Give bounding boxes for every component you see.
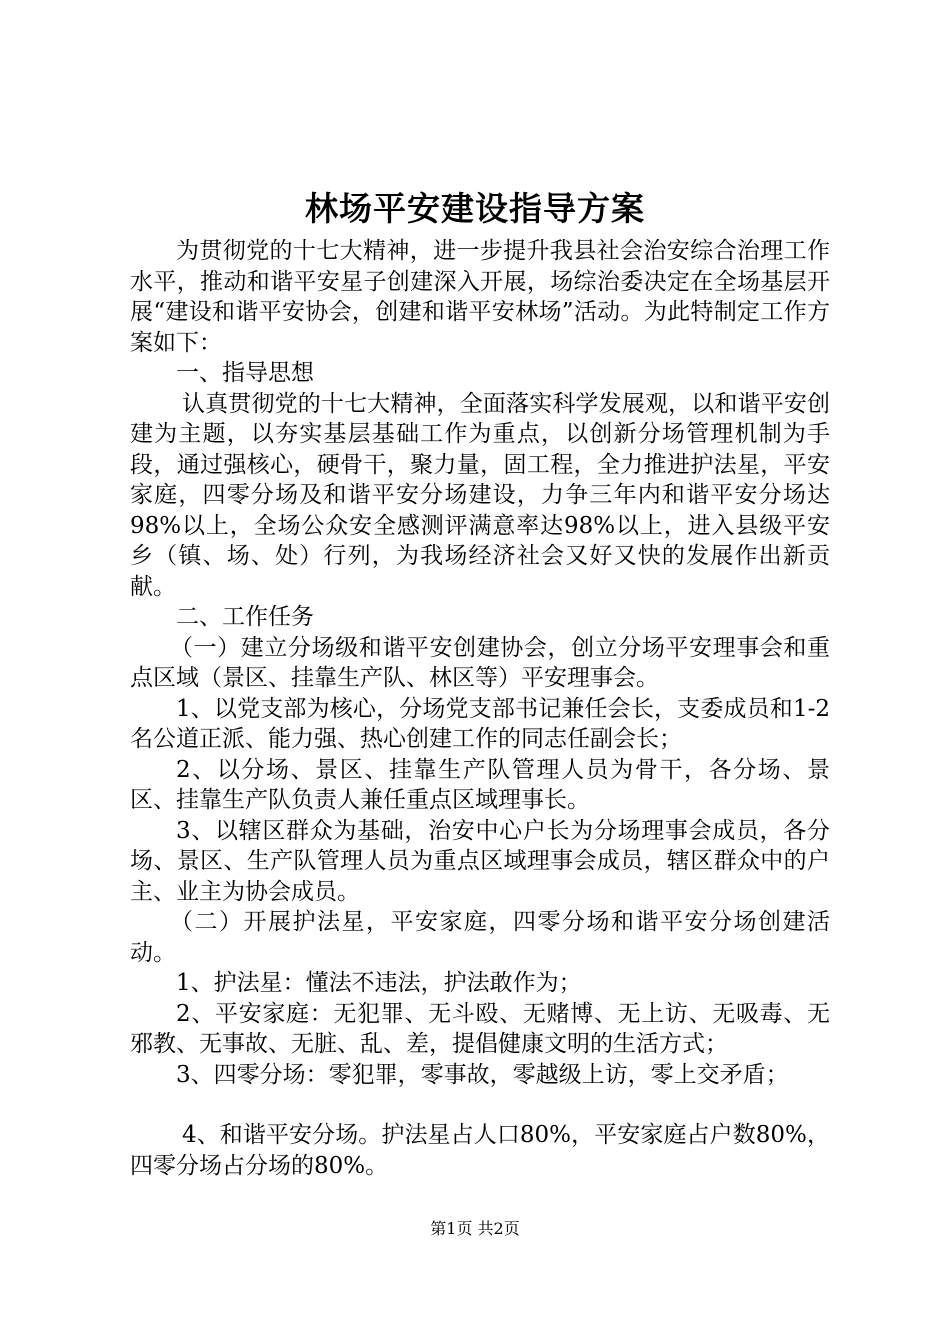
paragraph-gap bbox=[130, 1090, 830, 1120]
intro-paragraph: 为贯彻党的十七大精神，进一步提升我县社会治安综合治理工作水平，推动和谐平安星子创建深入开展，场综治委决定在全场基层开展“建设和谐平安协会，创建和谐平安林场”活动。为此特制定工作方案如下： bbox=[130, 238, 830, 356]
task-two-item-3: 3、四零分场：零犯罪，零事故，零越级上访，零上交矛盾； bbox=[176, 1061, 789, 1088]
task-two-item-4: 4、和谐平安分场。护法星占人口80%，平安家庭占户数80%，四零分场占分场的80%。 bbox=[130, 1122, 830, 1179]
section-heading-guiding-thought: 一、指导思想 bbox=[176, 360, 314, 386]
document-title: 林场平安建设指导方案 bbox=[305, 189, 645, 228]
task-one-item-2: 2、以分场、景区、挂靠生产队管理人员为骨干，各分场、景区、挂靠生产队负责人兼任重点区域理事长。 bbox=[130, 756, 830, 813]
page-footer: 第1页 共2页 bbox=[430, 1219, 520, 1238]
task-two-paragraph: （二）开展护法星，平安家庭，四零分场和谐平安分场创建活动。 bbox=[130, 909, 830, 966]
guiding-thought-paragraph: 认真贯彻党的十七大精神，全面落实科学发展观，以和谐平安创建为主题，以夯实基层基础工作为重点，以创新分场管理机制为手段，通过强核心，硬骨干，聚力量，固工程，全力推进护法星，平安家庭，四零分场及和谐平安分场建设，力争三年内和谐平安分场达98%以上，全场公众安全感测评满意率达98%以上，进入县级平安乡（镇、场、处）行列，为我场经济社会又好又快的发展作出新贡献。 bbox=[130, 390, 830, 600]
task-one-paragraph: （一）建立分场级和谐平安创建协会，创立分场平安理事会和重点区域（景区、挂靠生产队、林区等）平安理事会。 bbox=[130, 634, 830, 691]
task-two-item-2: 2、平安家庭：无犯罪、无斗殴、无赌博、无上访、无吸毒、无邪教、无事故、无脏、乱、差，提倡健康文明的生活方式； bbox=[130, 1000, 830, 1057]
task-one-item-1: 1、以党支部为核心，分场党支部书记兼任会长，支委成员和1-2名公道正派、能力强、热心创建工作的同志任副会长； bbox=[130, 695, 830, 752]
task-two-item-1: 1、护法星：懂法不违法，护法敢作为； bbox=[176, 970, 582, 996]
document-body bbox=[130, 236, 830, 1181]
task-one-item-3: 3、以辖区群众为基础，治安中心户长为分场理事会成员，各分场、景区、生产队管理人员为重点区域理事会成员，辖区群众中的户主、业主为协会成员。 bbox=[130, 817, 830, 905]
section-heading-work-tasks: 二、工作任务 bbox=[176, 604, 314, 630]
